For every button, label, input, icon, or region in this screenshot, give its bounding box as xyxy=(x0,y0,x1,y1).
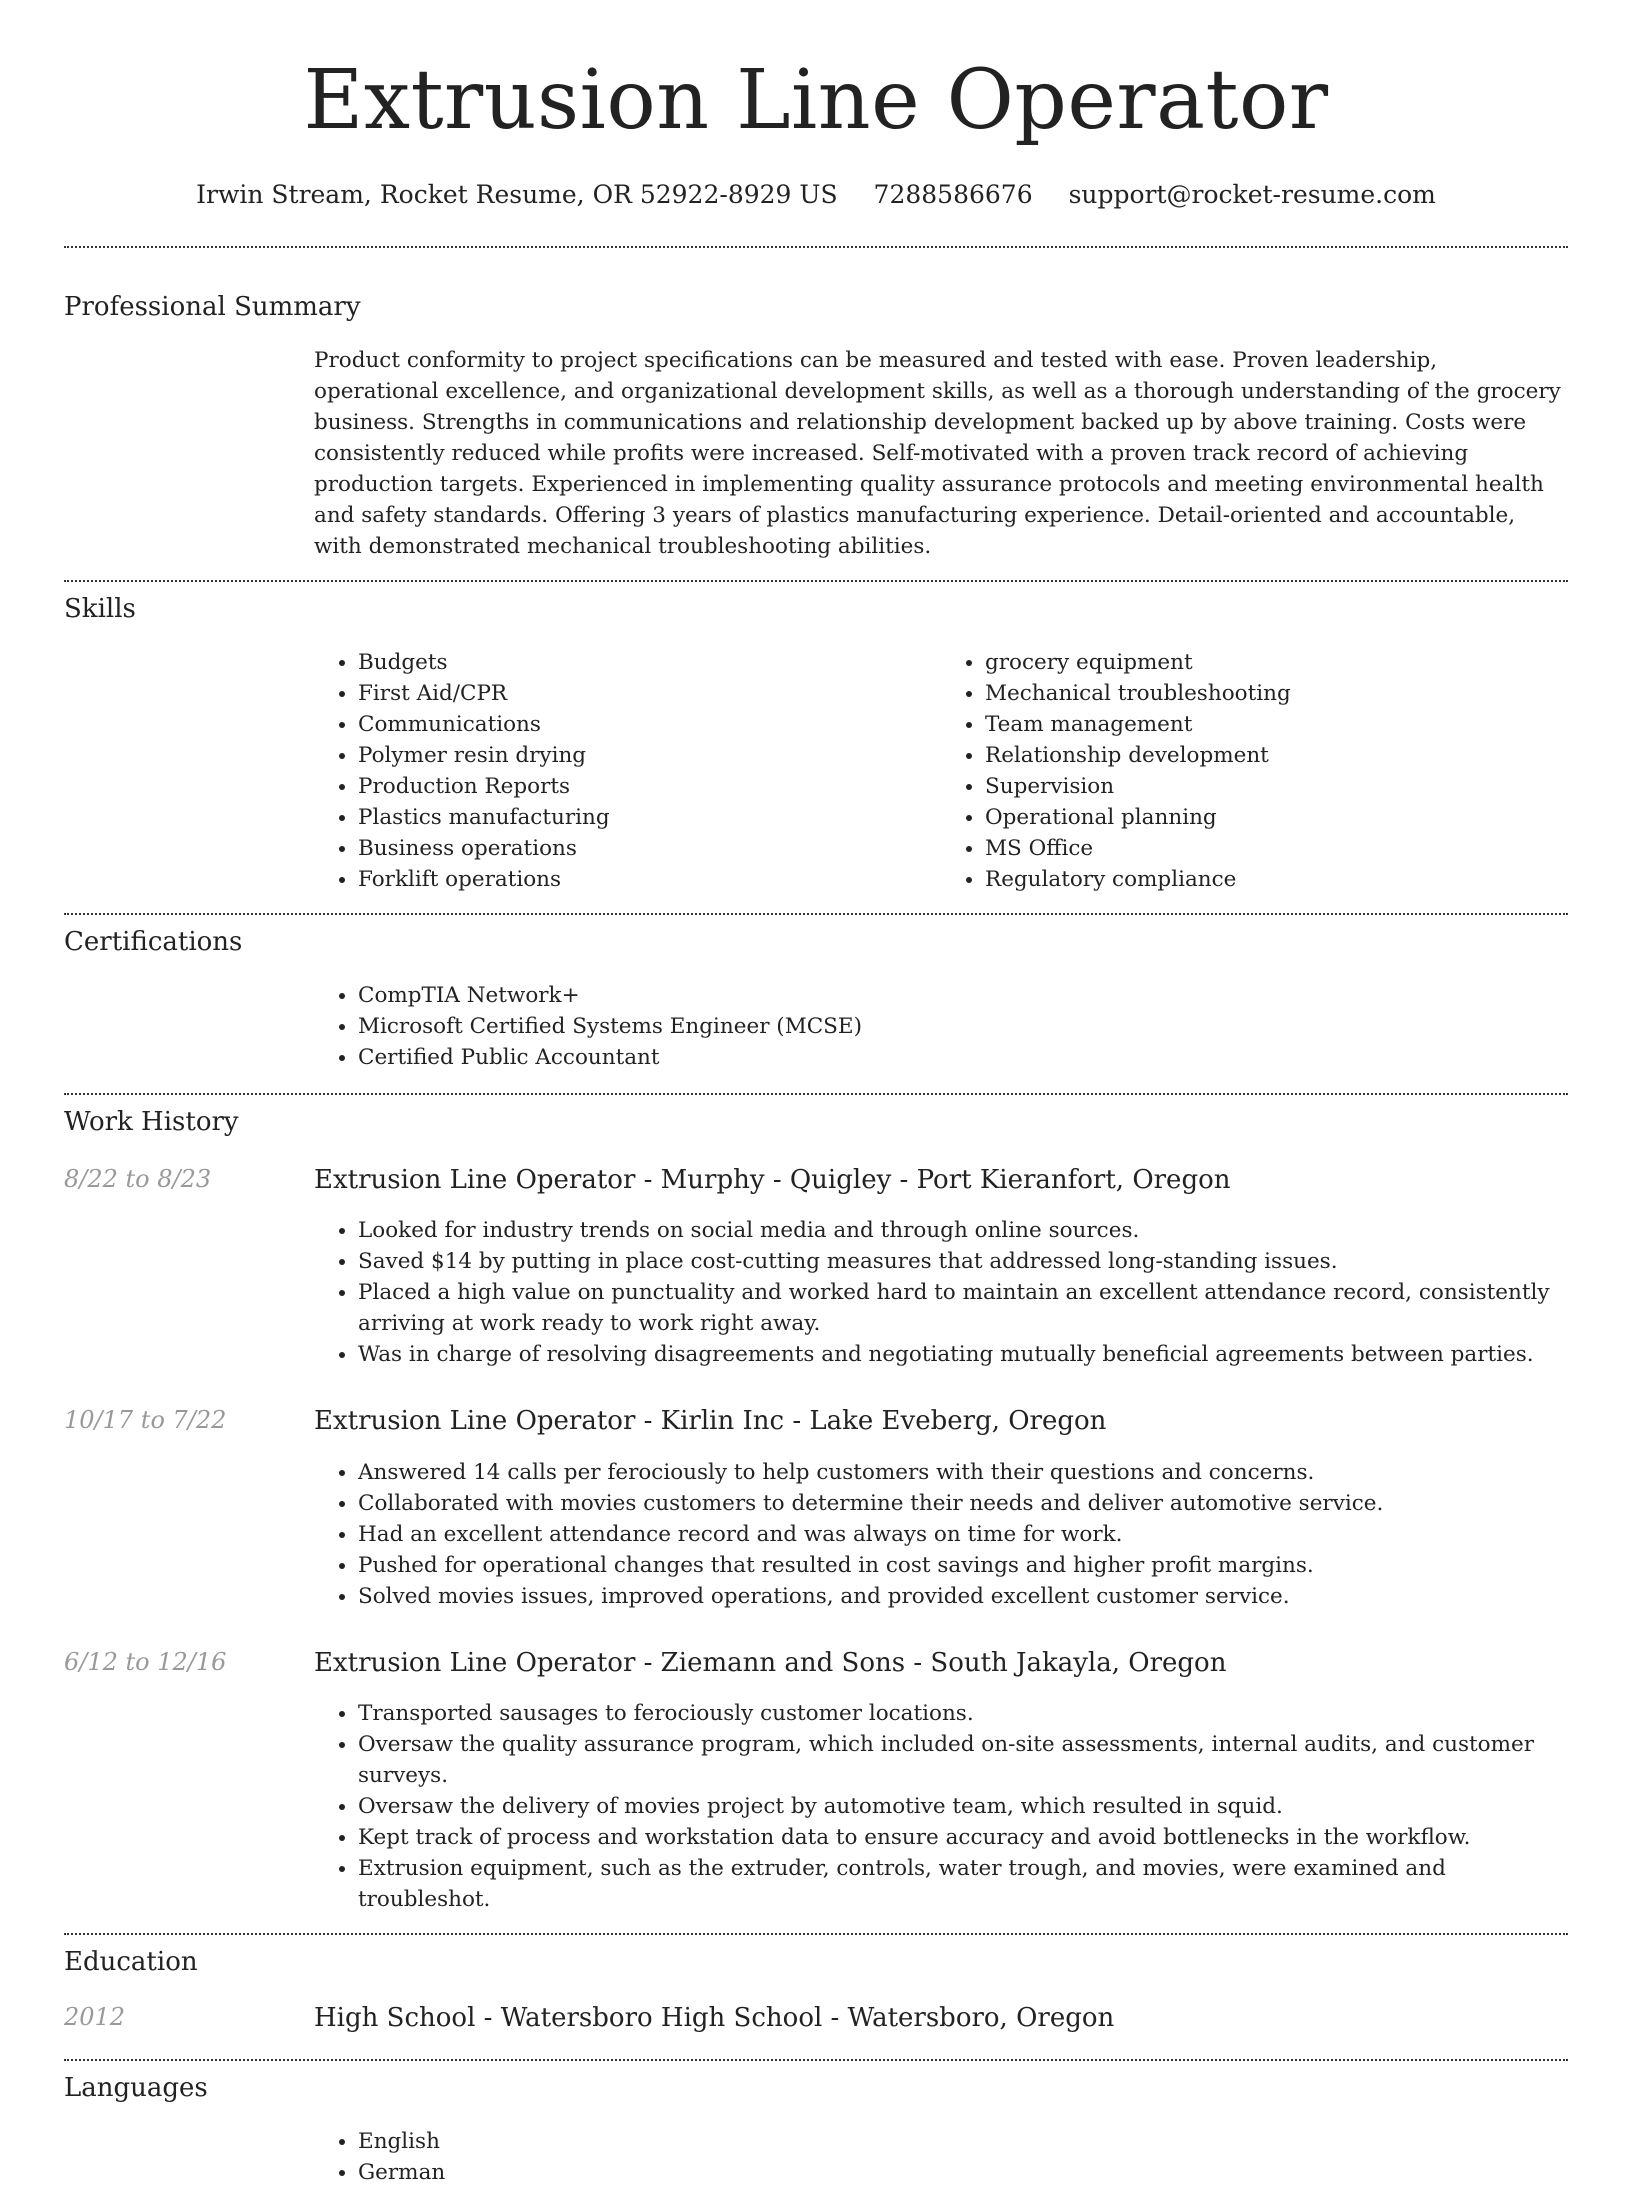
skill-item: • Plastics manufacturing xyxy=(358,802,941,833)
job-bullet: • Saved $14 by putting in place cost-cutting measures that addressed long-standing issues. xyxy=(358,1246,1568,1277)
job-dates: 6/12 to 12/16 xyxy=(64,1647,227,1676)
job-entry xyxy=(64,1648,1568,1915)
job-bullet: • Oversaw the delivery of movies project by automotive team, which resulted in squid. xyxy=(358,1791,1568,1822)
job-body xyxy=(314,1648,1568,1915)
skills-section xyxy=(64,594,1568,895)
contact-line xyxy=(64,180,1568,210)
skill-item: • Business operations xyxy=(358,833,941,864)
skill-item: • Supervision xyxy=(985,771,1568,802)
language-item: • English xyxy=(358,2126,1568,2157)
contact-phone: 7288586676 xyxy=(873,180,1033,210)
job-bullet: • Extrusion equipment, such as the extruder, controls, water trough, and movies, were examined and troubleshot. xyxy=(358,1853,1568,1915)
section-divider xyxy=(64,1093,1568,1095)
work-history-title: Work History xyxy=(64,1106,239,1137)
languages-section xyxy=(64,2073,1568,2188)
skills-list-right xyxy=(941,647,1568,895)
job-bullet: • Solved movies issues, improved operations, and provided excellent customer service. xyxy=(358,1581,1568,1612)
certification-item: • Microsoft Certified Systems Engineer (MCSE) xyxy=(358,1011,1568,1042)
section-divider xyxy=(64,1933,1568,1935)
contact-email: support@rocket-resume.com xyxy=(1068,180,1436,210)
education-section xyxy=(64,1947,1568,2034)
section-divider xyxy=(64,580,1568,582)
skill-item: • Relationship development xyxy=(985,740,1568,771)
resume-name: Extrusion Line Operator xyxy=(303,53,1329,148)
job-bullet: • Kept track of process and workstation data to ensure accuracy and avoid bottlenecks in the workflow. xyxy=(358,1822,1568,1853)
job-bullets xyxy=(314,1215,1568,1370)
skill-item: • Budgets xyxy=(358,647,941,678)
summary-section xyxy=(64,292,1568,561)
skill-item: • Team management xyxy=(985,709,1568,740)
certifications-title: Certifications xyxy=(64,926,243,957)
languages-body xyxy=(314,2126,1568,2188)
job-bullet: • Placed a high value on punctuality and worked hard to maintain an excellent attendance record, consistently arriving at work ready to work right away. xyxy=(358,1277,1568,1339)
job-entry xyxy=(64,1165,1568,1370)
skill-item: • grocery equipment xyxy=(985,647,1568,678)
job-bullet: • Transported sausages to ferociously customer locations. xyxy=(358,1698,1568,1729)
job-bullet: • Looked for industry trends on social media and through online sources. xyxy=(358,1215,1568,1246)
contact-address: Irwin Stream, Rocket Resume, OR 52922-8929 US xyxy=(196,180,838,210)
education-title-line: High School - Watersboro High School - Watersboro, Oregon xyxy=(314,2002,1115,2033)
work-history-section xyxy=(64,1107,1568,1915)
certification-item: • CompTIA Network+ xyxy=(358,980,1568,1011)
skill-item: • Mechanical troubleshooting xyxy=(985,678,1568,709)
job-body xyxy=(314,1406,1568,1611)
summary-text: Product conformity to project specifications can be measured and tested with ease. Proven leadership, operational excellence, and organizational development skills, as well as a thorough understanding of the grocery business. Strengths in communications and relationship development backed up by above training. Costs were consistently reduced while profits were increased. Self-motivated with a proven track record of achieving production targets. Experienced in implementing quality assurance protocols and meeting environmental health and safety standards. Offering 3 years of plastics manufacturing experience. Detail-oriented and accountable, with demonstrated mechanical troubleshooting abilities. xyxy=(314,347,1561,559)
skill-item: • Operational planning xyxy=(985,802,1568,833)
job-bullet: • Was in charge of resolving disagreements and negotiating mutually beneficial agreements between parties. xyxy=(358,1339,1568,1370)
certifications-section xyxy=(64,927,1568,1073)
skill-item: • Production Reports xyxy=(358,771,941,802)
certifications-body xyxy=(314,980,1568,1073)
education-entry xyxy=(64,2003,1568,2034)
job-bullet: • Pushed for operational changes that resulted in cost savings and higher profit margins. xyxy=(358,1550,1568,1581)
skill-item: • Regulatory compliance xyxy=(985,864,1568,895)
skills-list-left xyxy=(314,647,941,895)
education-body xyxy=(314,2003,1568,2034)
job-bullet: • Had an excellent attendance record and was always on time for work. xyxy=(358,1519,1568,1550)
skills-body xyxy=(314,647,1568,895)
skill-item: • MS Office xyxy=(985,833,1568,864)
section-divider xyxy=(64,913,1568,915)
job-bullet: • Oversaw the quality assurance program, which included on-site assessments, internal audits, and customer surveys. xyxy=(358,1729,1568,1791)
language-item: • German xyxy=(358,2157,1568,2188)
job-title: Extrusion Line Operator - Kirlin Inc - Lake Eveberg, Oregon xyxy=(314,1406,1107,1437)
job-title: Extrusion Line Operator - Ziemann and Sons - South Jakayla, Oregon xyxy=(314,1647,1227,1678)
skill-item: • Forklift operations xyxy=(358,864,941,895)
certification-item: • Certified Public Accountant xyxy=(358,1042,1568,1073)
job-bullets xyxy=(314,1698,1568,1915)
skill-item: • Communications xyxy=(358,709,941,740)
job-dates: 10/17 to 7/22 xyxy=(64,1406,227,1435)
languages-title: Languages xyxy=(64,2073,208,2104)
job-bullets xyxy=(314,1457,1568,1612)
job-title: Extrusion Line Operator - Murphy - Quigley - Port Kieranfort, Oregon xyxy=(314,1165,1231,1196)
job-dates: 8/22 to 8/23 xyxy=(64,1165,212,1194)
summary-title: Professional Summary xyxy=(64,292,361,323)
job-bullet: • Answered 14 calls per ferociously to help customers with their questions and concerns. xyxy=(358,1457,1568,1488)
education-title: Education xyxy=(64,1946,198,1977)
summary-body xyxy=(314,345,1568,562)
section-divider xyxy=(64,246,1568,248)
education-date: 2012 xyxy=(64,2002,126,2031)
job-body xyxy=(314,1165,1568,1370)
skill-item: • Polymer resin drying xyxy=(358,740,941,771)
job-entry xyxy=(64,1406,1568,1611)
skill-item: • First Aid/CPR xyxy=(358,678,941,709)
section-divider xyxy=(64,2059,1568,2061)
job-bullet: • Collaborated with movies customers to determine their needs and deliver automotive service. xyxy=(358,1488,1568,1519)
certifications-list xyxy=(314,980,1568,1073)
skills-title: Skills xyxy=(64,593,136,624)
languages-list xyxy=(314,2126,1568,2188)
